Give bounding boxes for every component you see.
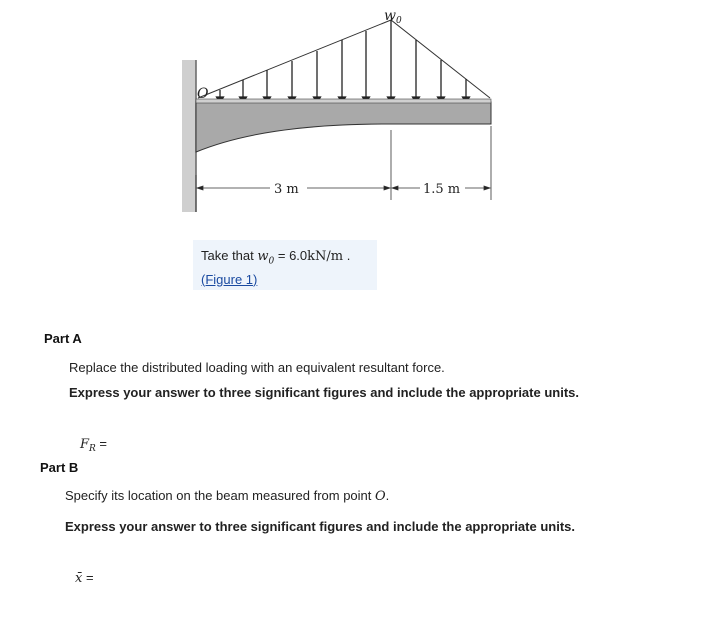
dimensions bbox=[196, 126, 491, 212]
note-prefix: Take that bbox=[201, 248, 258, 263]
part-a-answer-input[interactable] bbox=[111, 435, 315, 452]
note-var: $w_0$ bbox=[257, 249, 275, 267]
dim-right-label: 1.5 m bbox=[423, 182, 461, 197]
figure-link[interactable]: (Figure 1) bbox=[201, 271, 258, 287]
note-unit: kN/m bbox=[307, 249, 344, 264]
dim-left-label: 3 m bbox=[274, 182, 299, 197]
wall bbox=[182, 60, 196, 212]
beam-figure bbox=[180, 0, 510, 215]
part-a-title: Part A bbox=[44, 331, 82, 346]
load-outline bbox=[198, 20, 490, 98]
part-b-title: Part B bbox=[40, 460, 79, 475]
beam bbox=[196, 102, 491, 152]
part-b-instruction: Express your answer to three significant figures and include the appropriate units. bbox=[65, 519, 575, 534]
load-label: $w_0$ bbox=[384, 8, 402, 26]
problem-note bbox=[193, 240, 377, 290]
part-b-answer-equals: = bbox=[82, 570, 94, 585]
part-b-answer-input[interactable] bbox=[97, 569, 301, 586]
part-a-instruction: Express your answer to three significant figures and include the appropriate units. bbox=[69, 385, 579, 400]
part-a-answer-sub: R bbox=[89, 444, 96, 454]
load-arrows bbox=[217, 20, 470, 103]
origin-label: O bbox=[197, 86, 209, 102]
note-equals: = 6.0 bbox=[274, 248, 308, 263]
part-a-answer-row bbox=[80, 435, 315, 454]
part-a-question: Replace the distributed loading with an equivalent resultant force. bbox=[69, 360, 445, 375]
part-b-question: Specify its location on the beam measured from point O. bbox=[65, 488, 390, 504]
part-b-answer-symbol: x̄ bbox=[75, 571, 83, 586]
part-a-answer-symbol: F bbox=[80, 437, 90, 452]
part-b-answer-row bbox=[75, 569, 301, 586]
part-b-point: O bbox=[375, 489, 386, 504]
part-a-answer-equals: = bbox=[95, 436, 108, 451]
note-suffix: . bbox=[343, 248, 351, 263]
